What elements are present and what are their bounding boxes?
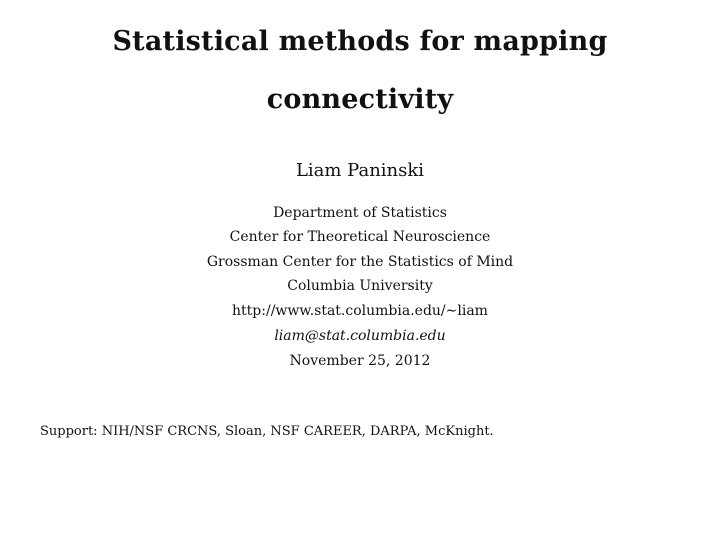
university: Columbia University	[287, 278, 433, 294]
title-line-2: connectivity	[266, 84, 454, 115]
department: Department of Statistics	[273, 205, 447, 221]
date: November 25, 2012	[289, 353, 431, 369]
homepage-url[interactable]: http://www.stat.columbia.edu/∼liam	[232, 303, 488, 319]
title-line-1: Statistical methods for mapping	[112, 26, 608, 57]
support-acknowledgement: Support: NIH/NSF CRCNS, Sloan, NSF CAREER, DARPA, McKnight.	[40, 424, 494, 439]
email-address[interactable]: liam@stat.columbia.edu	[274, 328, 446, 344]
center: Center for Theoretical Neuroscience	[229, 229, 491, 245]
author-name: Liam Paninski	[295, 160, 425, 181]
grossman-center: Grossman Center for the Statistics of Mind	[206, 254, 514, 270]
